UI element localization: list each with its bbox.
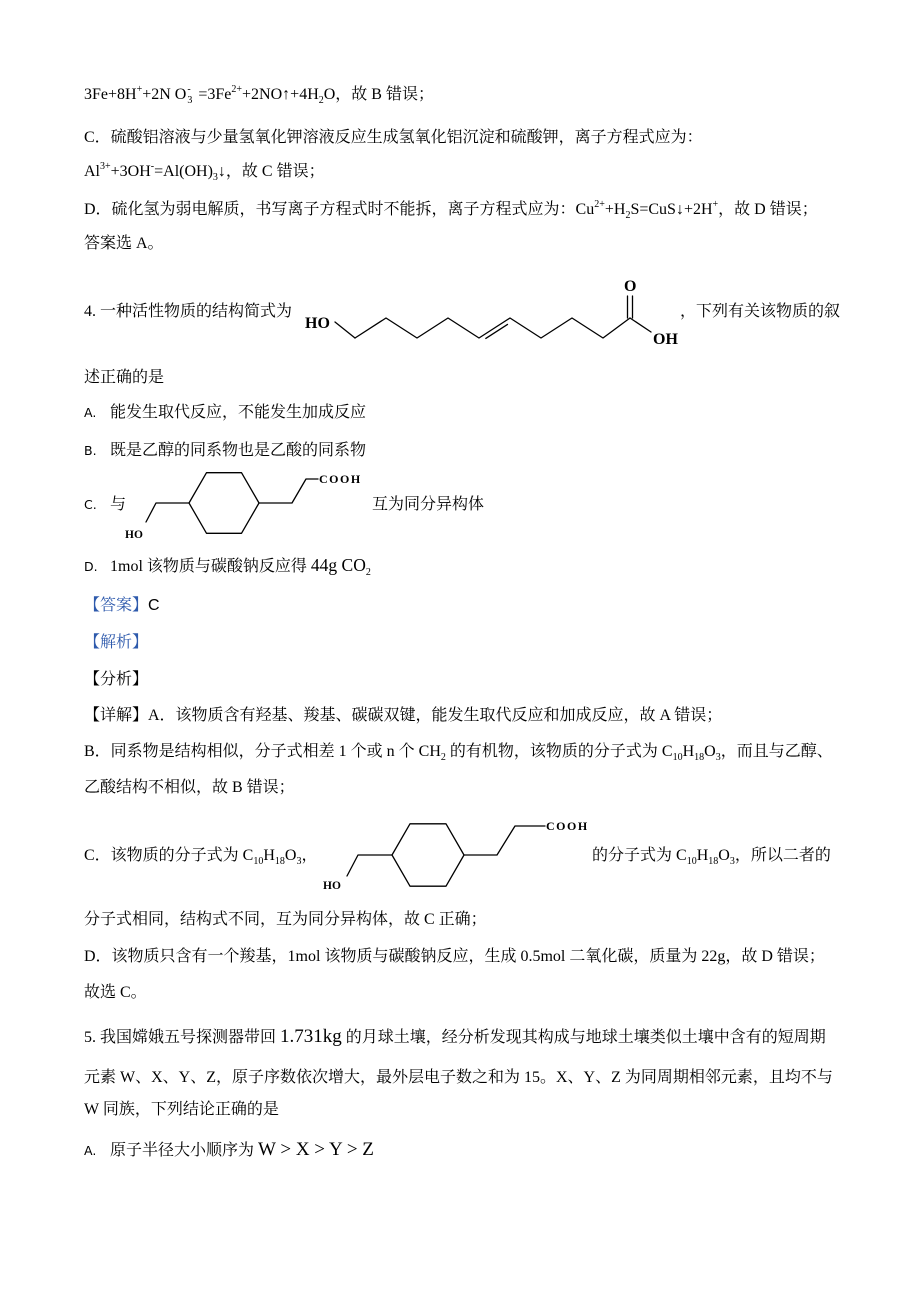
- option-text: 能发生取代反应，不能发生加成反应: [110, 404, 367, 421]
- cyclohexane-ring: [189, 473, 259, 534]
- formula-text: H: [263, 847, 275, 864]
- charge-superscript: 3+: [100, 161, 111, 172]
- formula-text: H: [682, 743, 695, 760]
- cyclohexane-ring: [392, 824, 464, 886]
- count-subscript: 3: [212, 172, 218, 183]
- option-text: 与: [110, 496, 127, 513]
- bond-line: [335, 322, 355, 338]
- explanation-text: ，: [301, 847, 318, 864]
- charge-superscript: 2+: [594, 199, 605, 210]
- formula-text: O: [704, 743, 716, 760]
- equation-text: O，故 B 错误；: [323, 86, 434, 103]
- charge-superscript: 2+: [231, 84, 243, 95]
- count-subscript: 2: [440, 752, 446, 763]
- amount-text: 1mol: [110, 558, 143, 575]
- charge-superscript: +: [712, 199, 719, 210]
- option-label: A.: [84, 405, 97, 420]
- structure-label-ho: HO: [323, 880, 341, 892]
- structure-label-oh: OH: [653, 331, 678, 348]
- option-label: D.: [84, 559, 98, 574]
- explanation-text: 的有机物，该物质的分子式为 C: [445, 743, 673, 760]
- option-text: 该物质与碳酸钠反应得: [146, 558, 307, 575]
- structure-label-ho: HO: [125, 529, 143, 541]
- count-subscript: 18: [274, 856, 285, 867]
- explanation-text: C．该物质的分子式为 C: [84, 847, 254, 864]
- option-text: 原子半径大小顺序为: [110, 1142, 255, 1159]
- analysis-label: 【解析】: [84, 634, 149, 651]
- formula-text: O: [718, 847, 730, 864]
- count-subscript: 2: [365, 567, 371, 578]
- side-chain-bond: [259, 479, 318, 503]
- answer-value: C: [148, 597, 160, 614]
- structure-q4-main: [305, 278, 678, 348]
- detail-c-cont: 分子式相同，结构式不同，互为同分异构体，故 C 正确；: [84, 911, 487, 928]
- structure-option-c: [125, 472, 362, 541]
- radius-relation: W > X > Y > Z: [258, 1139, 374, 1160]
- product-text: 44g CO: [310, 555, 366, 575]
- structure-label-cooh: COOH: [546, 819, 589, 833]
- count-subscript: 2: [318, 95, 324, 106]
- detail-d: D．该物质只含有一个羧基，1mol 该物质与碳酸钠反应，生成 0.5mol 二氧化碳，质量为 22g，故 D 错误；: [84, 948, 825, 965]
- equation-text: 3Fe+8H: [84, 86, 137, 103]
- equation-text: O: [174, 86, 187, 103]
- formula-text: O: [284, 847, 297, 864]
- explanation-text: ，而且与乙醇、: [720, 743, 833, 760]
- structure-label-ho: HO: [305, 315, 330, 332]
- structure-label-o: O: [624, 278, 637, 295]
- count-subscript: 3: [187, 95, 193, 106]
- q4-option-c-suffix: 互为同分异构体: [372, 496, 485, 513]
- count-subscript: 3: [296, 856, 302, 867]
- detail-b-cont: 乙酸结构不相似，故 B 错误；: [84, 779, 295, 796]
- equation-text: =Al(OH): [154, 163, 213, 180]
- equation-text: =3Fe: [198, 86, 232, 103]
- option-label: A.: [84, 1143, 97, 1158]
- explanation-text: ，故 D 错误；: [718, 201, 818, 218]
- explanation-text: D．硫化氢为弱电解质，书写离子方程式时不能拆，离子方程式应为：Cu: [84, 201, 595, 218]
- mass-value: 1.731kg: [280, 1026, 342, 1047]
- q4-stem-part1: 4. 一种活性物质的结构简式为: [84, 303, 293, 320]
- q4-stem-part2: ，下列有关该物质的叙: [680, 303, 841, 320]
- count-subscript: 10: [253, 856, 264, 867]
- hydroxymethyl-bond: [146, 503, 189, 522]
- explanation-text: ，所以二者的: [734, 847, 831, 864]
- bond-line: [630, 318, 651, 332]
- option-text: 既是乙醇的同系物也是乙酸的同系物: [110, 442, 367, 459]
- stem-text: 5. 我国嫦娥五号探测器带回: [84, 1029, 277, 1046]
- analysis-header: 【分析】: [84, 671, 149, 688]
- explanation-text: 的分子式为 C: [592, 847, 687, 864]
- count-subscript: 10: [672, 752, 683, 763]
- structure-label-cooh: COOH: [319, 472, 362, 486]
- detail-a: 【详解】A．该物质含有羟基、羧基、碳碳双键，能发生取代反应和加成反应，故 A 错误；: [84, 707, 723, 724]
- q3-answer: 答案选 A。: [84, 235, 164, 252]
- q5-stem-line3: W 同族，下列结论正确的是: [84, 1101, 279, 1118]
- carbon-chain: [355, 318, 630, 338]
- side-chain-bond: [464, 826, 545, 855]
- count-subscript: 3: [729, 856, 735, 867]
- conclusion: 故选 C。: [84, 984, 147, 1001]
- answer-label: 【答案】: [84, 597, 149, 614]
- equation-text: Al: [84, 163, 100, 180]
- equation-text: +2NO↑+4H: [242, 86, 319, 103]
- equation-text: ↓，故 C 错误；: [217, 163, 325, 180]
- count-subscript: 3: [715, 752, 721, 763]
- count-subscript: 10: [686, 856, 697, 867]
- option-label: C.: [84, 497, 97, 512]
- option-label: B.: [84, 443, 97, 458]
- equation-text: +H: [604, 201, 626, 218]
- charge-superscript: +: [136, 84, 143, 95]
- stem-text: 的月球土壤，经分析发现其构成与地球土壤类似土壤中含有的短周期: [345, 1029, 826, 1046]
- equation-text: +2N: [142, 86, 171, 103]
- hydroxymethyl-bond: [347, 855, 392, 876]
- charge-superscript: -: [150, 161, 155, 172]
- count-subscript: 18: [694, 752, 705, 763]
- q5-stem-line2: 元素 W、X、Y、Z，原子序数依次增大，最外层电子数之和为 15。X、Y、Z 为同周期相邻元素，且均不与: [84, 1069, 833, 1086]
- q4-stem-part3: 述正确的是: [84, 369, 165, 386]
- count-subscript: 2: [625, 210, 631, 221]
- equation-text: +3OH: [110, 163, 151, 180]
- explanation-text: B．同系物是结构相似，分子式相差 1 个或 n 个 CH: [84, 743, 441, 760]
- formula-text: H: [696, 847, 709, 864]
- equation-text: S=CuS↓+2H: [630, 201, 713, 218]
- charge-superscript: -: [187, 84, 191, 95]
- count-subscript: 18: [708, 856, 719, 867]
- q3-option-c-intro: C．硫酸铝溶液与少量氢氧化钾溶液反应生成氢氧化铝沉淀和硫酸钾，离子方程式应为：: [84, 129, 703, 146]
- structure-detail-c: [323, 819, 589, 892]
